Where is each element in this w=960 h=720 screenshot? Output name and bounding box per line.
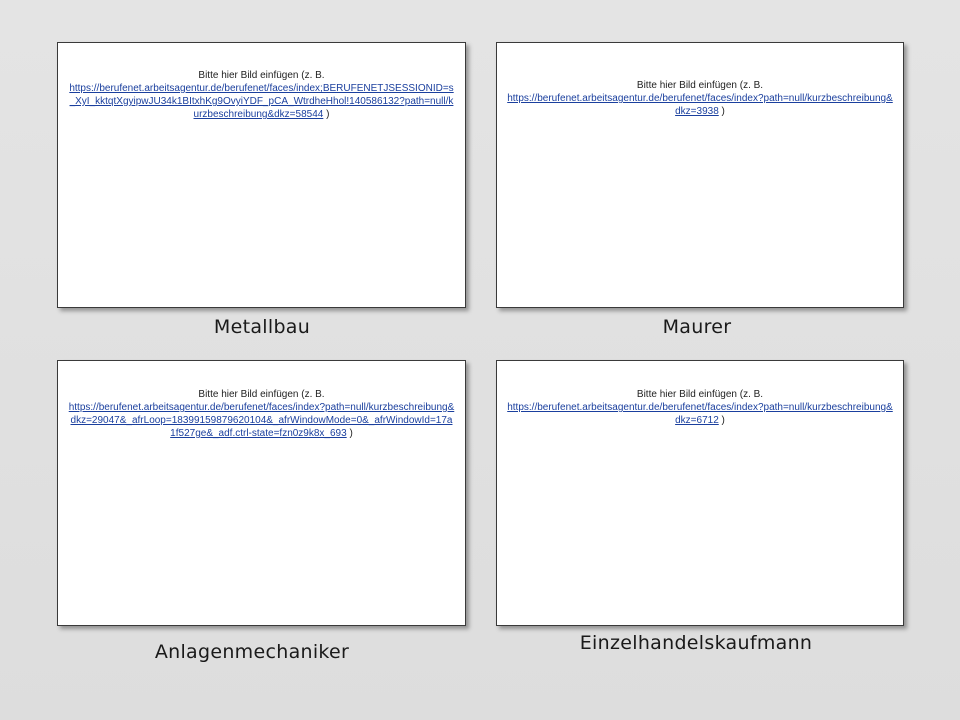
image-placeholder-metallbau[interactable] (57, 42, 466, 308)
caption-einzelhandelskaufmann: Einzelhandelskaufmann (579, 632, 813, 654)
berufenet-link-einzelhandelskaufmann[interactable]: https://berufenet.arbeitsagentur.de/berufenet/faces/index?path=null/kurzbeschreibung&dkz=6712 (507, 402, 893, 426)
berufenet-link-anlagenmechaniker[interactable]: https://berufenet.arbeitsagentur.de/berufenet/faces/index?path=null/kurzbeschreibung&dkz=29047&_afrLoop=18399159879620104&_afrWindowMode=0&_afrWindowId=17a1f527ge&_adf.ctrl-state=fzn0z9k8x_693 (68, 402, 455, 439)
placeholder-text (68, 69, 455, 121)
image-placeholder-einzelhandelskaufmann[interactable] (496, 360, 904, 626)
placeholder-text (507, 388, 893, 427)
berufenet-link-metallbau[interactable]: https://berufenet.arbeitsagentur.de/berufenet/faces/index;BERUFENETJSESSIONID=s_XyI_kktqtXgyipwJU34k1BItxhKg9OvyiYDF_pCA_WtrdheHhol!140586132?path=null/kurzbeschreibung&dkz=58544 (69, 83, 454, 120)
placeholder-intro: Bitte hier Bild einfügen (z. B. (636, 80, 764, 91)
placeholder-outro: ) (721, 415, 725, 426)
berufenet-link-maurer[interactable]: https://berufenet.arbeitsagentur.de/berufenet/faces/index?path=null/kurzbeschreibung&dkz=3938 (507, 93, 893, 117)
caption-maurer: Maurer (662, 316, 732, 338)
placeholder-intro: Bitte hier Bild einfügen (z. B. (636, 389, 764, 400)
placeholder-text (68, 388, 455, 440)
image-placeholder-anlagenmechaniker[interactable] (57, 360, 466, 626)
image-placeholder-maurer[interactable] (496, 42, 904, 308)
placeholder-text (507, 79, 893, 118)
placeholder-outro: ) (349, 428, 353, 439)
caption-metallbau: Metallbau (213, 316, 311, 338)
placeholder-outro: ) (721, 106, 725, 117)
caption-anlagenmechaniker: Anlagenmechaniker (154, 641, 350, 663)
placeholder-intro: Bitte hier Bild einfügen (z. B. (198, 389, 325, 400)
placeholder-intro: Bitte hier Bild einfügen (z. B. (198, 70, 325, 81)
placeholder-outro: ) (326, 109, 330, 120)
